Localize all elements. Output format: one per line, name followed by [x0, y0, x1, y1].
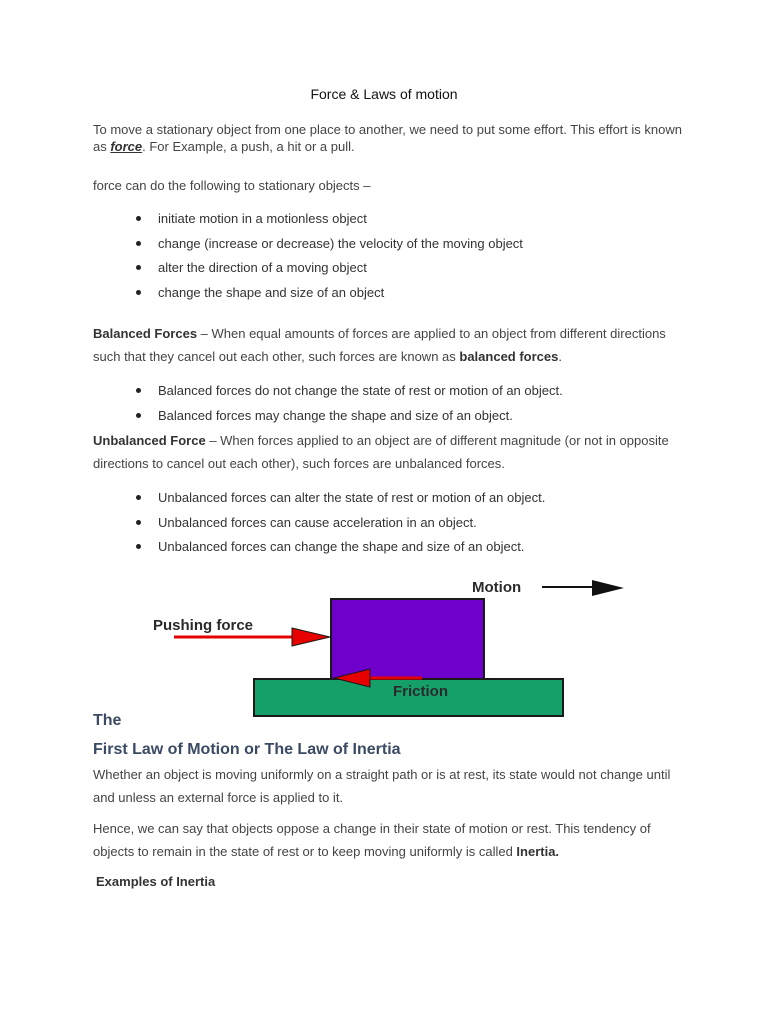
motion-label: Motion [472, 579, 522, 596]
list-item: change the shape and size of an object [131, 284, 523, 309]
document-title: Force & Laws of motion [310, 86, 458, 102]
intro-force-term: force [110, 139, 143, 154]
intro-text-a: To move a stationary object from one place to another, we need to put some effort. This effort is known as [93, 122, 682, 154]
list-item: Unbalanced forces can alter the state of rest or motion of an object. [131, 489, 545, 514]
pushing-arrow-head [292, 628, 330, 646]
balanced-forces-paragraph [93, 322, 683, 368]
examples-heading: Examples of Inertia [96, 874, 216, 889]
list-item: alter the direction of a moving object [131, 259, 523, 284]
force-effects-list [131, 210, 523, 308]
balanced-text-a: – When equal amounts of forces are applied to an object from different directions such that they cancel out each other, such forces are known as [93, 326, 666, 364]
inertia-paragraph [93, 817, 683, 863]
unbalanced-points-list [131, 489, 545, 563]
friction-label: Friction [393, 683, 448, 700]
law-paragraph: Whether an object is moving uniformly on a straight path or is at rest, its state would not change until and unless an external force is applied to it. [93, 767, 671, 805]
section-heading-the: The [93, 712, 122, 729]
inertia-text: Hence, we can say that objects oppose a change in their state of motion or rest. This tendency of objects to remain in the state of rest or to keep moving uniformly is called [93, 821, 651, 859]
balanced-forces-term: Balanced Forces [93, 326, 198, 341]
list-item: Unbalanced forces can cause acceleration in an object. [131, 514, 545, 539]
list-item: initiate motion in a motionless object [131, 210, 523, 235]
unbalanced-text: – When forces applied to an object are of different magnitude (or not in opposite directions to cancel out each other), such forces are unbalanced forces. [93, 433, 669, 471]
force-lead-paragraph: force can do the following to stationary objects – [93, 178, 371, 193]
balanced-text-b: . [558, 349, 563, 364]
list-item: Unbalanced forces can change the shape and size of an object. [131, 538, 545, 563]
force-motion-diagram [140, 568, 640, 723]
balanced-points-list [131, 382, 563, 431]
list-item: Balanced forces do not change the state of rest or motion of an object. [131, 382, 563, 407]
motion-arrow-head [592, 580, 624, 596]
list-item: change (increase or decrease) the velocity of the moving object [131, 235, 523, 260]
unbalanced-force-term: Unbalanced Force [93, 433, 206, 448]
list-item: Balanced forces may change the shape and size of an object. [131, 407, 563, 432]
balanced-forces-term-2: balanced forces [459, 349, 559, 364]
object-box [331, 599, 484, 679]
first-law-heading: First Law of Motion or The Law of Inertia [93, 741, 401, 758]
intro-text-b: . For Example, a push, a hit or a pull. [142, 139, 355, 154]
pushing-force-label: Pushing force [153, 617, 254, 634]
intro-paragraph [93, 121, 683, 155]
inertia-term: Inertia. [516, 844, 560, 859]
unbalanced-force-paragraph [93, 429, 683, 475]
